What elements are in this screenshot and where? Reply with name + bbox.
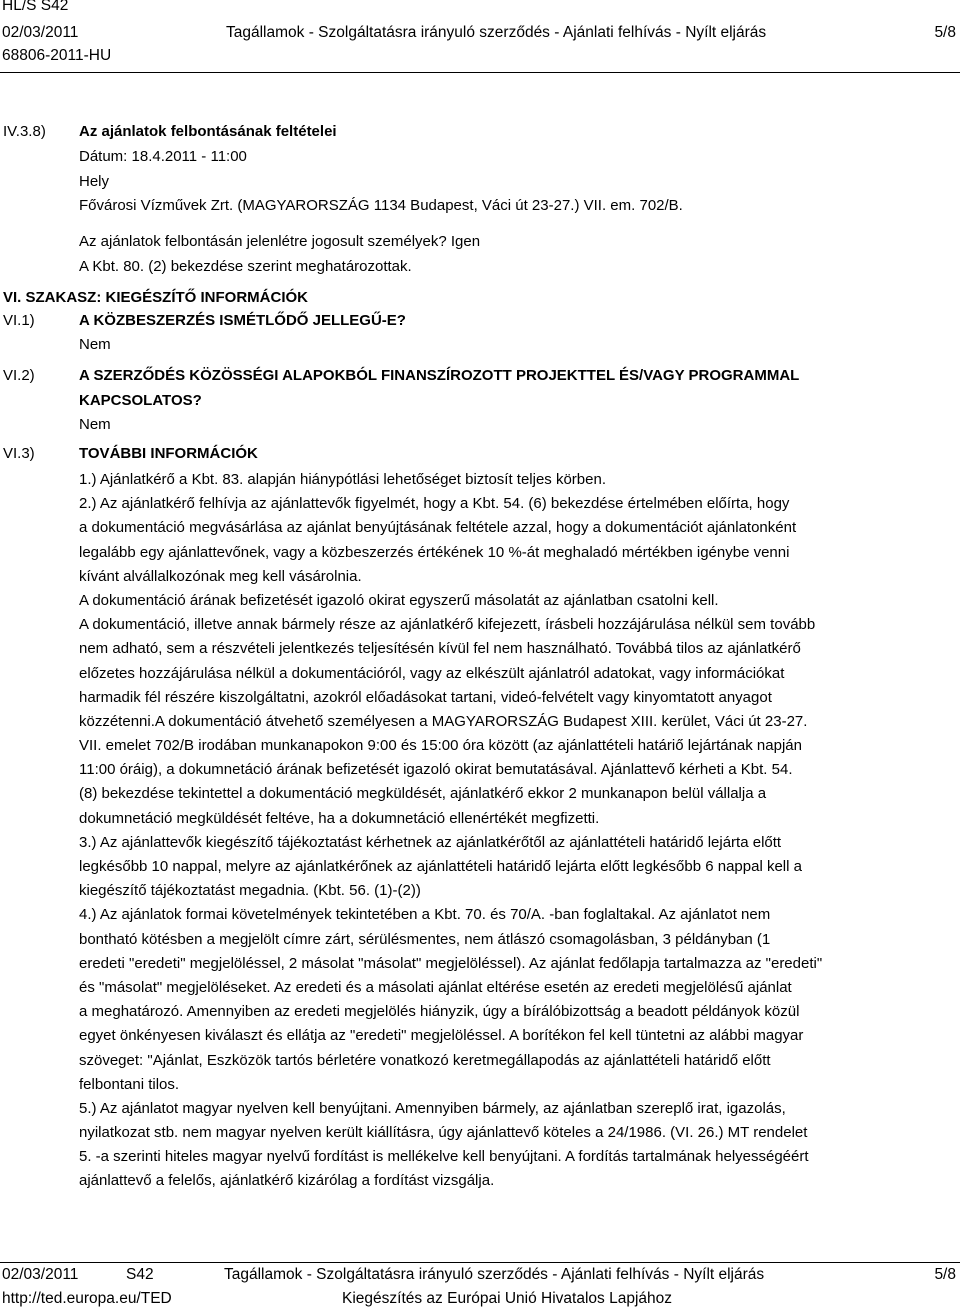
body-line: 3.) Az ajánlattevők kiegészítő tájékoztatást kérhetnek az ajánlatkérőtől az ajánlattételi határidő lejárta előtt: [79, 833, 782, 851]
body-line: szöveget: "Ajánlat, Eszközök tartós bérletére vonatkozó keretmegállapodás az ajánlattételi határidő előtt: [79, 1051, 771, 1069]
section-heading: A KÖZBESZERZÉS ISMÉTLŐDŐ JELLEGŰ-E?: [79, 312, 406, 329]
header-divider: [0, 72, 960, 73]
body-line: nem adható, sem a részvételi jelentkezés teljesítésén kívül fel nem használható. Továbbá tilos az ajánlatkérő: [79, 640, 801, 658]
additional-info-body: [79, 468, 959, 1194]
section-number: VI.1): [3, 312, 35, 329]
section-answer: Nem: [79, 416, 111, 433]
section-heading: TOVÁBBI INFORMÁCIÓK: [79, 445, 258, 462]
body-line: eredeti "eredeti" megjelöléssel, 2 másolat "másolat" megjelöléssel). Az ajánlat fedőlapja tartalmazza az "eredeti": [79, 954, 823, 972]
header-page-number: 5/8: [934, 24, 956, 41]
body-line: nyilatkozat stb. nem magyar nyelven került kiállításra, úgy ajánlattevő köteles a 24/1986. (VI. 26.) MT rendelet: [79, 1124, 808, 1142]
body-line: harmadik fél részére kiszolgáltatni, azokról előadásokat tartani, videó-felvételt vagy kinyomtatott anyagot: [79, 688, 772, 706]
body-line: előzetes hozzájárulása nélkül a dokumentációról, vagy az elkészült ajánlatról adatokat, vagy információkat: [79, 664, 785, 682]
persons-question-row: [0, 230, 960, 254]
section-heading: Az ajánlatok felbontásának feltételei: [79, 123, 337, 140]
body-line: a dokumentáció megvásárlása az ajánlat benyújtásának feltétele azzal, hogy a dokumentációt ajánlatonként: [79, 519, 797, 537]
section-vi2-heading-row: [0, 364, 960, 388]
footer-date: 02/03/2011: [2, 1266, 79, 1283]
body-line: A dokumentáció, illetve annak bármely része az ajánlatkérő kifejezett, írásbeli hozzájárulása nélkül sem tovább: [79, 616, 816, 634]
doc-id: 68806-2011-HU: [2, 47, 112, 64]
section-vi3-heading-row: [0, 442, 960, 466]
section-heading-cont: KAPCSOLATOS?: [79, 392, 202, 409]
footer-url-link[interactable]: http://ted.europa.eu/TED: [2, 1290, 172, 1307]
opening-date-row: [0, 145, 960, 169]
header-date: 02/03/2011: [2, 24, 79, 41]
section-heading: VI. SZAKASZ: KIEGÉSZÍTŐ INFORMÁCIÓK: [3, 289, 309, 306]
body-line: 5. -a szerinti hiteles magyar nyelvű fordítást is mellékelve kell benyújtani. A fordítás tartalmának helyességéért: [79, 1148, 809, 1166]
page-header: [0, 0, 960, 72]
body-line: közzétenni.A dokumentáció átvehető személyesen a MAGYARORSZÁG Budapest XIII. kerület, Váci út 23-27.: [79, 712, 808, 730]
body-line: 11:00 óráig), a dokumnetáció árának befizetését igazoló okirat bemutatásával. Ajánlattevő kérheti a Kbt. 54.: [79, 761, 793, 779]
footer-title: Tagállamok - Szolgáltatásra irányuló szerződés - Ajánlati felhívás - Nyílt eljárás: [224, 1266, 765, 1283]
body-line: bontható kötésben a megjelölt címre zárt, sérülésmentes, nem átlászó csomagolásban, 3 példányban (1: [79, 930, 771, 948]
body-line: VII. emelet 702/B irodában munkanapokon 9:00 és 15:00 óra között (az ajánlattételi határiő lejártának napján: [79, 737, 802, 755]
persons-answer-row: [0, 255, 960, 279]
body-line: kiegészítő tájékoztatást megadnia. (Kbt. 56. (1)-(2)): [79, 882, 421, 900]
header-title: Tagállamok - Szolgáltatásra irányuló szerződés - Ajánlati felhívás - Nyílt eljárás: [226, 24, 767, 41]
section-vi1-heading-row: [0, 309, 960, 333]
body-line: A dokumentáció árának befizetését igazoló okirat egyszerű másolatát az ajánlatban csatolni kell.: [79, 591, 719, 609]
section-number: VI.3): [3, 445, 35, 462]
section-iv38-heading-row: [0, 120, 960, 144]
doc-type: HL/S S42: [2, 0, 69, 14]
body-line: ajánlattevő a felelős, ajánlatkérő kizárólag a fordítást vizsgálja.: [79, 1172, 495, 1190]
body-line: legkésőbb 10 nappal, melyre az ajánlatkérőnek az ajánlattételi határidő lejárta előtt legkésőbb 6 nappal kell a: [79, 858, 802, 875]
body-line: a meghatározó. Amennyiben az eredeti megjelölés hiányzik, úgy a bírálóbizottság a beadott példányok közül: [79, 1003, 800, 1021]
section-number: IV.3.8): [3, 123, 46, 140]
footer-publisher: Kiegészítés az Európai Unió Hivatalos Lapjához: [342, 1290, 672, 1307]
footer-series: S42: [126, 1266, 154, 1283]
section-vi1-answer-row: [0, 333, 960, 357]
section-answer: Nem: [79, 336, 111, 353]
persons-question: Az ajánlatok felbontásán jelenlétre jogosult személyek? Igen: [79, 233, 481, 250]
body-line: 4.) Az ajánlatok formai követelmények tekintetében a Kbt. 70. és 70/A. -ban foglaltakal. Az ajánlatot nem: [79, 906, 771, 924]
body-line: 5.) Az ajánlatot magyar nyelven kell benyújtani. Amennyiben bármely, az ajánlatban szereplő irat, igazolás,: [79, 1099, 786, 1117]
body-line: 2.) Az ajánlatkérő felhívja az ajánlattevők figyelmét, hogy a Kbt. 54. (6) bekezdése értelmében előírta, hogy: [79, 495, 790, 513]
body-line: 1.) Ajánlatkérő a Kbt. 83. alapján hiánypótlási lehetőséget biztosít teljes körben.: [79, 471, 606, 488]
section-vi2-heading-row-2: [0, 389, 960, 413]
opening-date: Dátum: 18.4.2011 - 11:00: [79, 148, 247, 165]
body-line: felbontani tilos.: [79, 1075, 180, 1093]
body-line: (8) bekezdése tekintettel a dokumentáció megküldését, ajánlatkérő ekkor 2 munkanapon belül vállalja a: [79, 785, 767, 803]
section-vi-heading-row: [0, 286, 960, 310]
footer-page-number: 5/8: [934, 1266, 956, 1283]
persons-answer: A Kbt. 80. (2) bekezdése szerint meghatározottak.: [79, 258, 412, 275]
body-line: legalább egy ajánlattevőnek, vagy a közbeszerzés értékének 10 %-át meghaladó mértékben igénybe venni: [79, 543, 790, 561]
place-value: Fővárosi Vízművek Zrt. (MAGYARORSZÁG 1134 Budapest, Váci út 23-27.) VII. em. 702/B.: [79, 197, 683, 214]
body-line: dokumnetáció megküldését feltéve, ha a dokumnetáció ellenértékét megfizetti.: [79, 809, 600, 827]
section-number: VI.2): [3, 367, 35, 384]
body-line: és "másolat" megjelöléseket. Az eredeti és a másolati ajánlat eltérése esetén az eredeti megjelölésű ajánlat: [79, 978, 792, 996]
section-vi2-answer-row: [0, 413, 960, 437]
page-footer: [0, 1262, 960, 1311]
body-line: egyet önkényesen kiválaszt és ellátja az "eredeti" megjelöléssel. A borítékon fel kell tüntetni az alábbi magyar: [79, 1027, 804, 1045]
place-label-row: [0, 170, 960, 194]
body-line: kívánt alvállalkozónak meg kell vásárolnia.: [79, 567, 362, 585]
place-value-row: [0, 194, 960, 218]
footer-divider: [0, 1262, 960, 1263]
place-label: Hely: [79, 173, 110, 190]
section-heading: A SZERZŐDÉS KÖZÖSSÉGI ALAPOKBÓL FINANSZÍROZOTT PROJEKTTEL ÉS/VAGY PROGRAMMAL: [79, 367, 800, 384]
